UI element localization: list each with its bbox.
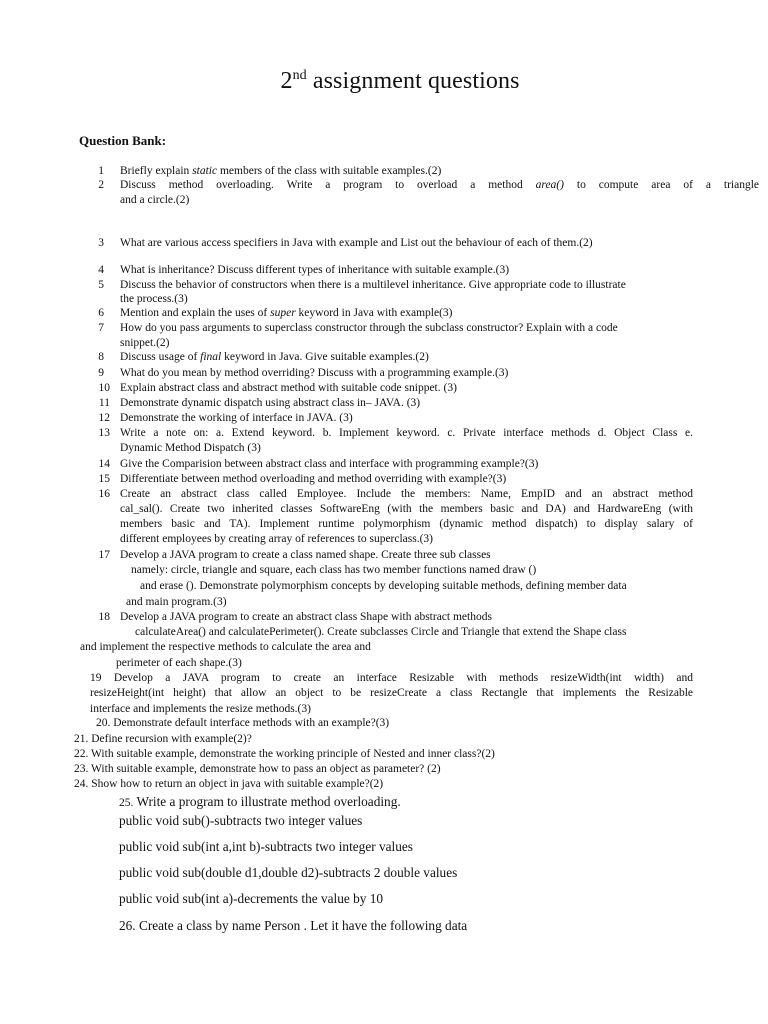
question-number: 10 [98, 382, 110, 394]
question-text: 22. With suitable example, demonstrate the working principle of Nested and inner class?(2) [74, 748, 495, 760]
question-number: 4 [98, 264, 104, 276]
question-text-cont: the process.(3) [120, 293, 188, 305]
question-text-cont: different employees by creating array of references to superclass.(3) [120, 533, 434, 545]
question-text-cont: and a circle.(2) [120, 194, 190, 206]
code-line: public void sub(int a,int b)-subtracts two integer values [119, 839, 413, 854]
question-text-cont: calculateArea() and calculatePerimeter(). Create subclasses Circle and Triangle that extend the Shape class [135, 626, 627, 638]
question-number: 12 [98, 412, 110, 424]
code-line: public void sub()-subtracts two integer values [119, 813, 363, 828]
question-text: Create an abstract class called Employee. Include the members: Name, EmpID and an abstract method [120, 488, 693, 500]
page-title: 2nd assignment questions [280, 68, 520, 94]
question-text: Differentiate between method overloading and method overriding with example?(3) [120, 473, 507, 485]
question-text: What are various access specifiers in Java with example and List out the behaviour of each of them.(2) [120, 237, 593, 249]
question-number: 5 [98, 279, 104, 291]
question-text-cont: cal_sal(). Create two inherited classes SoftwareEng (with the members basic and DA) and HardwareEng (with [120, 503, 693, 515]
question-text-cont: resizeHeight(int height) that allow an object to be resizeCreate a class Rectangle that implements the Resizable [90, 687, 693, 699]
question-number: 7 [98, 322, 104, 334]
question-text: Demonstrate the working of interface in JAVA. (3) [120, 412, 353, 424]
question-26: 26. Create a class by name Person . Let it have the following data [119, 918, 468, 933]
question-text-cont: members basic and TA). Implement runtime polymorphism (dynamic method dispatch) to display salary of [120, 518, 693, 530]
question-number: 17 [98, 549, 110, 561]
question-text: Give the Comparision between abstract class and interface with programming example?(3) [120, 458, 539, 470]
code-line: public void sub(int a)-decrements the value by 10 [119, 891, 384, 906]
question-text: 20. Demonstrate default interface methods with an example?(3) [96, 717, 390, 729]
question-text-cont: and implement the respective methods to calculate the area and [80, 641, 371, 653]
question-text: 19 Develop a JAVA program to create an interface Resizable with methods resizeWidth(int width) and [90, 672, 693, 684]
question-text: Explain abstract class and abstract method with suitable code snippet. (3) [120, 382, 457, 394]
section-heading: Question Bank: [79, 133, 167, 148]
question-number: 11 [98, 397, 110, 409]
question-text-cont: snippet.(2) [120, 337, 170, 349]
question-text-cont: and erase (). Demonstrate polymorphism concepts by developing suitable methods, defining member data [140, 580, 627, 592]
question-number: 14 [98, 458, 110, 470]
question-text-cont: interface and implements the resize methods.(3) [90, 703, 311, 715]
question-text-cont: Dynamic Method Dispatch (3) [120, 442, 261, 454]
question-text-cont: perimeter of each shape.(3) [116, 657, 242, 669]
question-text: Develop a JAVA program to create an abstract class Shape with abstract methods [120, 611, 492, 623]
question-text: 23. With suitable example, demonstrate how to pass an object as parameter? (2) [74, 763, 441, 775]
question-text: Write a note on: a. Extend keyword. b. Implement keyword. c. Private interface methods d. Object Class e. [120, 427, 693, 439]
question-text: Discuss usage of final keyword in Java. Give suitable examples.(2) [120, 351, 429, 363]
question-text-cont: namely: circle, triangle and square, each class has two member functions named draw () [131, 564, 537, 576]
question-text: How do you pass arguments to superclass constructor through the subclass constructor? Explain with a code [120, 322, 618, 334]
question-text: What do you mean by method overriding? Discuss with a programming example.(3) [120, 367, 509, 379]
question-number: 9 [98, 367, 104, 379]
question-text-cont: and main program.(3) [126, 596, 227, 608]
question-number: 13 [98, 427, 110, 439]
question-text: Mention and explain the uses of super keyword in Java with example(3) [120, 307, 453, 319]
code-line: public void sub(double d1,double d2)-subtracts 2 double values [119, 865, 458, 880]
question-number: 2 [98, 179, 104, 191]
question-text: Discuss method overloading. Write a program to overload a method area() to compute area of a triangle [120, 179, 759, 191]
question-number: 1 [98, 165, 104, 177]
question-number: 15 [98, 473, 110, 485]
question-number: 6 [98, 307, 104, 319]
question-25: 25. Write a program to illustrate method overloading. [119, 794, 401, 809]
question-number: 3 [98, 237, 104, 249]
question-text: 24. Show how to return an object in java with suitable example?(2) [74, 778, 384, 790]
question-text: Briefly explain static members of the class with suitable examples.(2) [120, 165, 442, 177]
question-number: 16 [98, 488, 110, 500]
question-text: 21. Define recursion with example(2)? [74, 733, 252, 745]
question-text: Demonstrate dynamic dispatch using abstract class in– JAVA. (3) [120, 397, 421, 409]
question-text: What is inheritance? Discuss different types of inheritance with suitable example.(3) [120, 264, 510, 276]
question-number: 8 [98, 351, 104, 363]
question-text: Develop a JAVA program to create a class named shape. Create three sub classes [120, 549, 491, 561]
question-number: 18 [98, 611, 110, 623]
question-text: Discuss the behavior of constructors when there is a multilevel inheritance. Give appropriate code to illustrate [120, 279, 626, 291]
